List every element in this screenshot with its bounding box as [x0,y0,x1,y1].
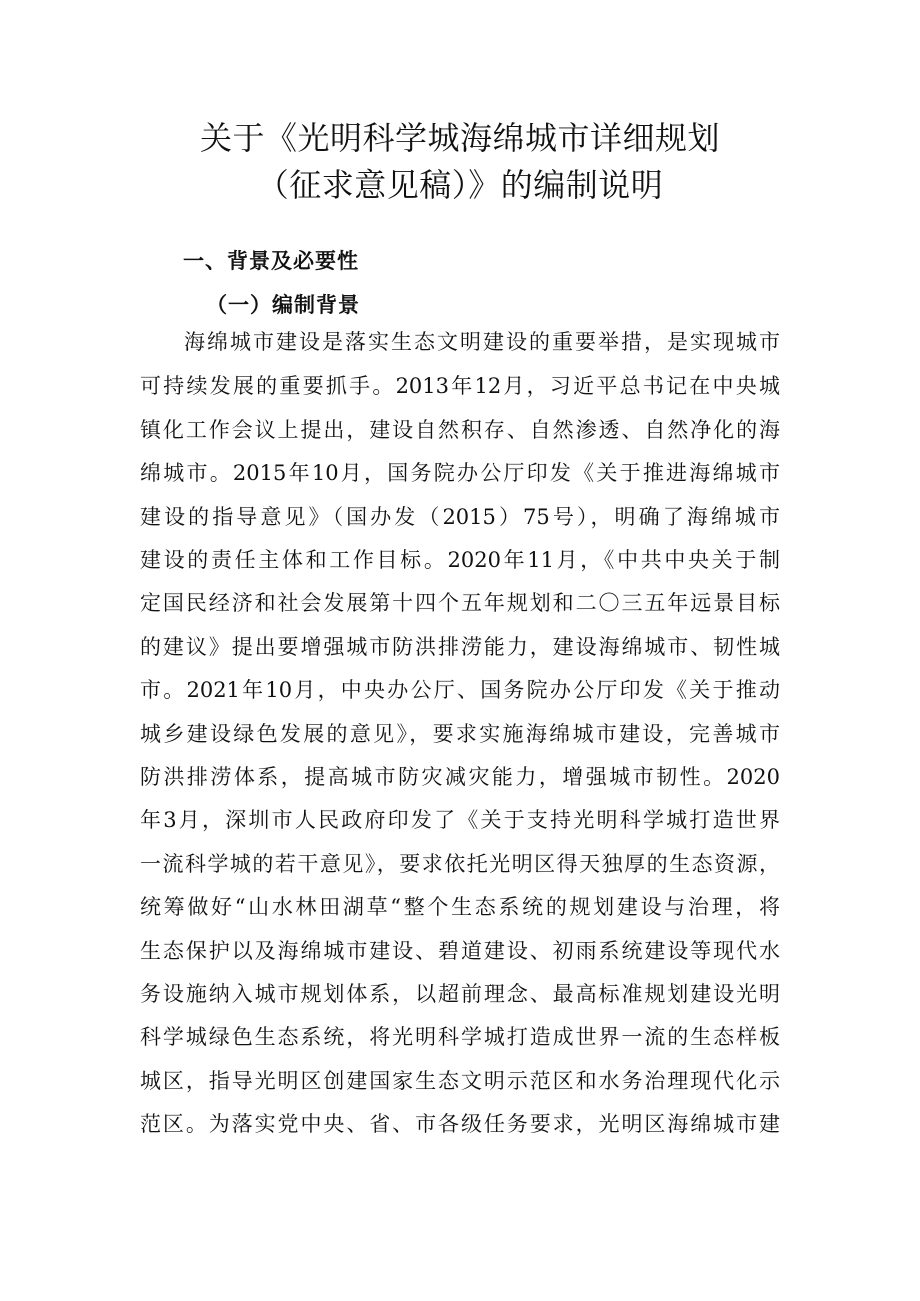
paragraph-line: 城乡建设绿色发展的意见》，要求实施海绵城市建设，完善城市 [140,722,780,746]
paragraph-line: 镇化工作会议上提出，建设自然积存、自然渗透、自然净化的海 [140,418,780,442]
paragraph-line: 年3月，深圳市人民政府印发了《关于支持光明科学城打造世界 [140,808,780,832]
paragraph-line: 建设的指导意见》（国办发（2015）75号），明确了海绵城市 [140,505,780,529]
paragraph-line: 范区。为落实党中央、省、市各级任务要求，光明区海绵城市建 [140,1112,780,1136]
paragraph-line: 生态保护以及海绵城市建设、碧道建设、初雨系统建设等现代水 [140,939,780,963]
document-title-line-2: （征求意见稿）》的编制说明 [256,166,664,204]
paragraph-line: 科学城绿色生态系统，将光明科学城打造成世界一流的生态样板 [140,1025,780,1049]
paragraph-line: 城区，指导光明区创建国家生态文明示范区和水务治理现代化示 [140,1069,780,1093]
paragraph-line: 的建议》提出要增强城市防洪排涝能力，建设海绵城市、韧性城 [140,635,780,659]
paragraph-line: 建设的责任主体和工作目标。2020年11月，《中共中央关于制 [140,548,780,572]
paragraph-line: 防洪排涝体系，提高城市防灾减灾能力，增强城市韧性。2020 [140,765,780,789]
section-heading: 一、背景及必要性 [183,248,359,273]
paragraph-line: 海绵城市建设是落实生态文明建设的重要举措，是实现城市 [184,330,780,354]
paragraph-line: 一流科学城的若干意见》，要求依托光明区得天独厚的生态资源， [140,852,780,876]
paragraph-line: 统筹做好“山水林田湖草“整个生态系统的规划建设与治理，将 [140,895,780,919]
paragraph-line: 定国民经济和社会发展第十四个五年规划和二〇三五年远景目标 [140,591,780,615]
paragraph-line: 可持续发展的重要抓手。2013年12月，习近平总书记在中央城 [140,374,780,398]
paragraph-line: 市。2021年10月，中央办公厅、国务院办公厅印发《关于推动 [140,678,780,702]
subsection-heading: （一）编制背景 [206,292,360,317]
paragraph-line: 绵城市。2015年10月，国务院办公厅印发《关于推进海绵城市 [140,461,780,485]
document-title-line-1: 关于《光明科学城海绵城市详细规划 [199,119,720,157]
paragraph-line: 务设施纳入城市规划体系，以超前理念、最高标准规划建设光明 [140,982,780,1006]
